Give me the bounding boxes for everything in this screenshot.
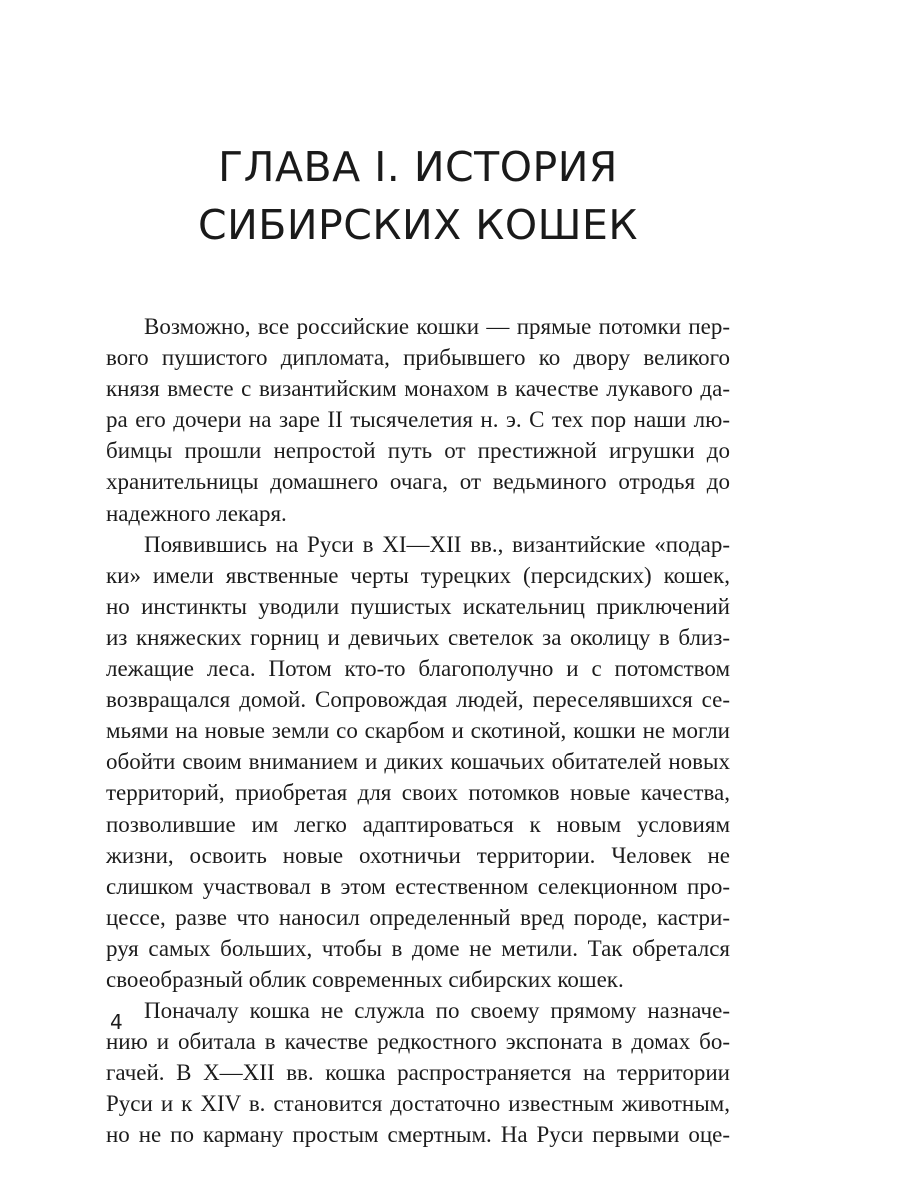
text-line: своеобразный облик современных сибирских кошек. — [106, 966, 624, 992]
text-line: гачей. В X—XII вв. кошка распространяется на территории — [106, 1060, 730, 1086]
text-line: территорий, приобретая для своих потомков новые качества, — [106, 780, 730, 806]
page-number: 4 — [110, 1010, 123, 1034]
text-line: слишком участвовал в этом естественном селекционном про- — [106, 873, 730, 899]
text-line: Поначалу кошка не служла по своему прямому назначе- — [144, 998, 730, 1024]
text-line: руя самых больших, чтобы в доме не метили. Так обретался — [106, 935, 730, 961]
text-line: бимцы прошли непростой путь от престижной игрушки до — [106, 438, 730, 464]
text-line: жизни, освоить новые охотничьи территории. Человек не — [106, 842, 730, 868]
text-line: мьями на новые земли со скарбом и скотиной, кошки не могли — [106, 718, 730, 744]
text-line: но не по карману простым смертным. На Руси первыми оце- — [106, 1122, 730, 1148]
text-line: но инстинкты уводили пушистых искательниц приключений — [106, 593, 730, 619]
paragraph — [106, 311, 730, 529]
text-line: цессе, разве что наносил определенный вред породе, кастри- — [106, 904, 730, 930]
text-line: ра его дочери на заре II тысячелетия н. э. С тех пор наши лю- — [106, 407, 730, 433]
text-line: позволившие им легко адаптироваться к новым условиям — [106, 811, 730, 837]
text-line: возвращался домой. Сопровождая людей, переселявшихся се- — [106, 687, 730, 713]
text-line: вого пушистого дипломата, прибывшего ко двору великого — [106, 345, 730, 371]
text-line: Появившись на Руси в XI—XII вв., византийские «подар- — [144, 531, 730, 557]
chapter-title — [0, 138, 836, 254]
text-line: князя вместе с византийским монахом в качестве лукавого да- — [106, 376, 730, 402]
text-line: Возможно, все российские кошки — прямые потомки пер- — [144, 314, 730, 339]
body-text — [106, 311, 730, 1151]
text-line: хранительницы домашнего очага, от ведьминого отродья до — [106, 469, 730, 495]
text-line: из княжеских горниц и девичьих светелок за околицу в близ- — [106, 624, 730, 650]
chapter-title-line: СИБИРСКИХ КОШЕК — [197, 201, 639, 249]
text-line: лежащие леса. Потом кто-то благополучно и с потомством — [106, 656, 730, 682]
paragraph — [106, 529, 730, 995]
text-line: Руси и к XIV в. становится достаточно известным животным, — [106, 1091, 730, 1117]
paragraph — [106, 995, 730, 1150]
text-line: ки» имели явственные черты турецких (персидских) кошек, — [106, 562, 730, 588]
text-line: обойти своим вниманием и диких кошачьих обитателей новых — [106, 749, 730, 775]
text-line: надежного лекаря. — [106, 500, 287, 526]
chapter-title-line: ГЛАВА I. ИСТОРИЯ — [218, 143, 618, 191]
text-line: нию и обитала в качестве редкостного экспоната в домах бо- — [106, 1029, 730, 1055]
